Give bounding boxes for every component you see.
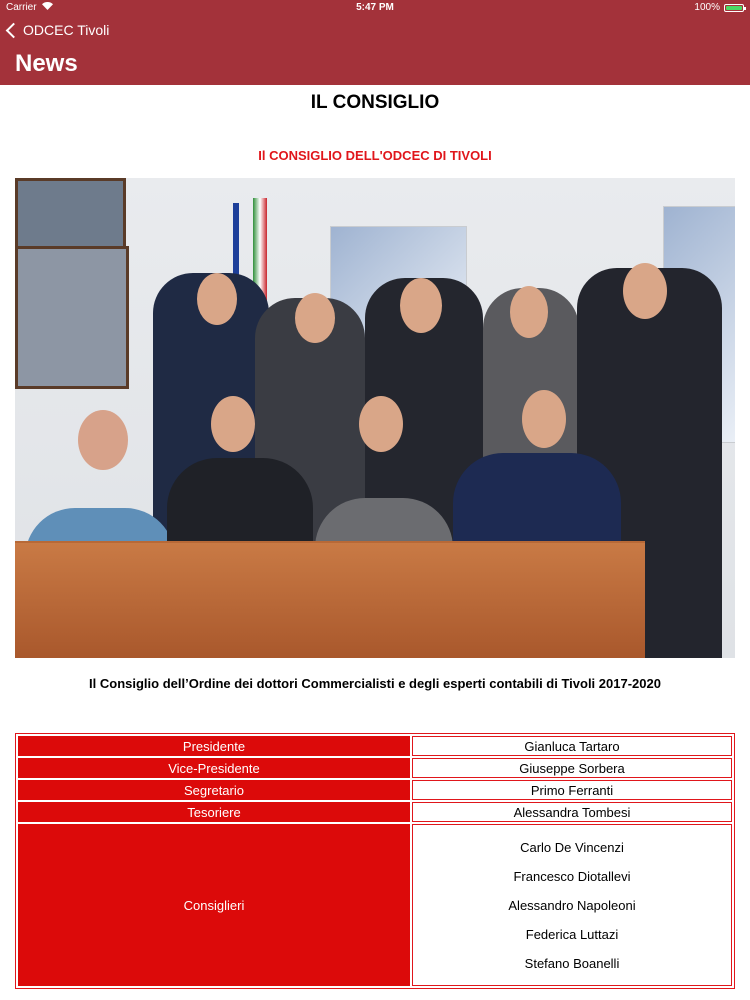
- role-cell: Presidente: [18, 736, 410, 756]
- article-content: [0, 85, 750, 696]
- app-header: [0, 0, 750, 85]
- photo-caption: Il Consiglio dell’Ordine dei dottori Commercialisti e degli esperti contabili di Tivoli 2017-2020: [89, 676, 661, 691]
- status-time: 5:47 PM: [356, 2, 394, 13]
- council-group-photo: [15, 178, 735, 658]
- conference-table: [15, 541, 645, 658]
- consigliere-name: Francesco Diotallevi: [513, 868, 631, 884]
- consiglieri-names-cell: [412, 824, 732, 986]
- table-row: [18, 780, 732, 800]
- table-row: [18, 736, 732, 756]
- table-row: [18, 824, 732, 986]
- role-cell: Segretario: [18, 780, 410, 800]
- name-cell: Primo Ferranti: [412, 780, 732, 800]
- person-head: [522, 390, 566, 448]
- person-head: [359, 396, 403, 452]
- role-cell: Vice-Presidente: [18, 758, 410, 778]
- person-head: [78, 410, 128, 470]
- consigliere-name: Alessandro Napoleoni: [508, 897, 636, 913]
- page-title: IL CONSIGLIO: [310, 92, 440, 113]
- nav-title: News: [15, 50, 78, 77]
- wall-picture: [15, 178, 126, 254]
- person-head: [510, 286, 548, 338]
- back-button-label: ODCEC Tivoli: [23, 22, 110, 38]
- battery-percent: 100%: [694, 2, 720, 13]
- role-cell: Consiglieri: [18, 824, 410, 986]
- status-bar: [0, 0, 750, 16]
- person-head: [197, 273, 237, 325]
- table-row: [18, 802, 732, 822]
- battery-icon: [724, 4, 744, 12]
- name-cell: Giuseppe Sorbera: [412, 758, 732, 778]
- chevron-left-icon: [6, 22, 22, 38]
- person-head: [400, 278, 442, 333]
- name-cell: Alessandra Tombesi: [412, 802, 732, 822]
- person-head: [211, 396, 255, 452]
- person-head: [623, 263, 667, 319]
- table-row: [18, 758, 732, 778]
- wall-picture: [15, 246, 129, 389]
- article-subtitle: Il CONSIGLIO DELL'ODCEC DI TIVOLI: [258, 148, 492, 163]
- back-button[interactable]: [8, 22, 109, 38]
- person-head: [295, 293, 335, 343]
- consigliere-name: Stefano Boanelli: [524, 955, 620, 971]
- council-roles-table: [15, 733, 735, 989]
- carrier-label: Carrier: [6, 2, 37, 13]
- role-cell: Tesoriere: [18, 802, 410, 822]
- name-cell: Gianluca Tartaro: [412, 736, 732, 756]
- consigliere-name: Federica Luttazi: [525, 926, 619, 942]
- consigliere-name: Carlo De Vincenzi: [520, 839, 624, 855]
